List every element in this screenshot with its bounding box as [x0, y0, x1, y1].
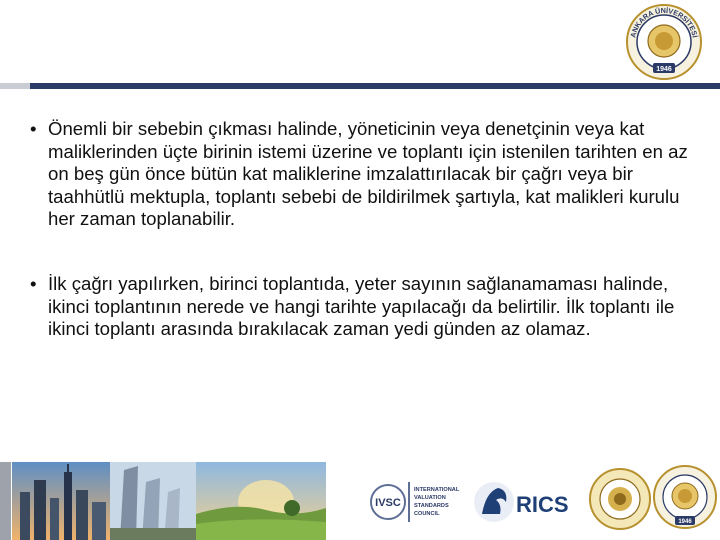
ivsc-logo: [368, 472, 468, 532]
ivsc-short: IVSC: [375, 497, 401, 509]
university-logo-top: [625, 3, 703, 81]
footer-logo-year: 1946: [678, 519, 692, 525]
ivsc-line-2: VALUATION: [414, 495, 446, 501]
bullet-item-1: [30, 118, 690, 231]
footer-side-bar: [0, 462, 11, 540]
ivsc-line-3: STANDARDS: [414, 503, 449, 509]
bullet-dot: •: [30, 118, 37, 139]
city-skyline-photo: [12, 462, 110, 540]
bullet-text-1: Önemli bir sebebin çıkması halinde, yöneticinin veya denetçinin veya kat maliklerinden üçte birinin istemi üzerine ve toplantı için istenilen tarihten en az on beş gün önce bütün kat maliklerine imzalattırılacak bir çağrı veya bir taahhütlü mektupla, toplantı sebebi de bildirilmek şartıyla, kat malikleri kurulu her zaman toplanabilir.: [48, 118, 688, 230]
modern-towers-photo: [110, 462, 196, 540]
bullet-text-2: İlk çağrı yapılırken, birinci toplantıda, yeter sayının sağlanamaması halinde, ikinci toplantının nerede ve hangi tarihte yapılacağı da belirtilir. İlk toplantı ile ikinci toplantı arasında bırakılacak zaman yedi günden az olamaz.: [48, 272, 675, 340]
ivsc-line-4: COUNCIL: [414, 511, 440, 517]
slide-body: [30, 118, 690, 341]
ivsc-line-1: INTERNATIONAL: [414, 487, 460, 493]
bullet-dot: •: [30, 272, 37, 294]
university-logo-bottom: [652, 464, 718, 534]
footer-band: [0, 462, 720, 540]
header-divider: [0, 83, 720, 89]
rics-logo: [472, 474, 582, 530]
rics-text: RICS: [516, 492, 569, 517]
gold-seal-logo: [588, 466, 652, 532]
landscape-photo: [196, 462, 326, 540]
logo-ring-text: ANKARA ÜNİVERSİTESİ: [628, 5, 700, 39]
bullet-item-2: [30, 273, 690, 341]
logo-year: 1946: [656, 66, 672, 73]
